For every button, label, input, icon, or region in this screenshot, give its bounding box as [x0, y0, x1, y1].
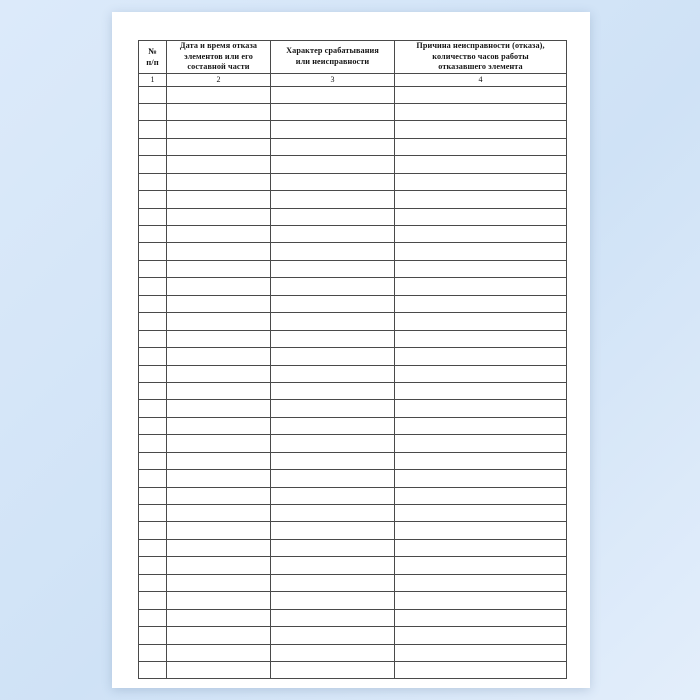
table-cell[interactable] [395, 278, 567, 295]
table-cell[interactable] [139, 295, 167, 312]
table-cell[interactable] [271, 348, 395, 365]
table-row[interactable] [139, 138, 567, 155]
table-cell[interactable] [271, 226, 395, 243]
table-cell[interactable] [139, 226, 167, 243]
header-line: отказавшего элемента [438, 62, 523, 71]
table-cell[interactable] [271, 103, 395, 120]
table-cell[interactable] [139, 138, 167, 155]
table-cell[interactable] [271, 592, 395, 609]
column-number-row [139, 73, 567, 86]
table-row[interactable] [139, 103, 567, 120]
table-cell[interactable] [167, 470, 271, 487]
table-row[interactable] [139, 470, 567, 487]
table-cell[interactable] [167, 295, 271, 312]
table-cell[interactable] [395, 138, 567, 155]
table-cell[interactable] [167, 121, 271, 138]
table-cell[interactable] [271, 470, 395, 487]
table-cell[interactable] [139, 400, 167, 417]
table-cell[interactable] [167, 400, 271, 417]
table-cell[interactable] [139, 330, 167, 347]
table-cell[interactable] [167, 278, 271, 295]
table-cell[interactable] [139, 382, 167, 399]
header-line: п/п [146, 56, 159, 67]
table-cell[interactable] [271, 539, 395, 556]
table-cell[interactable] [271, 86, 395, 103]
table-cell[interactable] [395, 522, 567, 539]
column-number-cell: 4 [395, 73, 567, 86]
table-row[interactable] [139, 417, 567, 434]
column-number-cell: 3 [271, 73, 395, 86]
table-cell[interactable] [167, 243, 271, 260]
table-cell[interactable] [271, 138, 395, 155]
table-row[interactable] [139, 661, 567, 678]
table-row[interactable] [139, 522, 567, 539]
table-cell[interactable] [167, 86, 271, 103]
journal-table-wrapper [138, 40, 566, 679]
header-line: Дата и время отказа [179, 41, 258, 50]
table-cell[interactable] [271, 400, 395, 417]
table-cell[interactable] [139, 365, 167, 382]
table-cell[interactable] [139, 435, 167, 452]
header-line: Характер срабатывания [286, 46, 379, 56]
table-cell[interactable] [271, 191, 395, 208]
table-cell[interactable] [167, 382, 271, 399]
table-cell[interactable] [395, 470, 567, 487]
table-cell[interactable] [271, 644, 395, 661]
table-row[interactable] [139, 121, 567, 138]
table-row[interactable] [139, 365, 567, 382]
table-cell[interactable] [395, 557, 567, 574]
table-cell[interactable] [167, 487, 271, 504]
table-row[interactable] [139, 208, 567, 225]
document-page [112, 12, 590, 688]
table-cell[interactable] [271, 627, 395, 644]
table-cell[interactable] [271, 661, 395, 678]
table-cell[interactable] [395, 226, 567, 243]
table-row[interactable] [139, 557, 567, 574]
table-cell[interactable] [139, 191, 167, 208]
table-cell[interactable] [395, 627, 567, 644]
table-cell[interactable] [139, 173, 167, 190]
table-row[interactable] [139, 574, 567, 591]
table-row[interactable] [139, 539, 567, 556]
column-number-cell: 1 [139, 73, 167, 86]
table-row[interactable] [139, 226, 567, 243]
table-cell[interactable] [167, 592, 271, 609]
table-cell[interactable] [395, 574, 567, 591]
table-row[interactable] [139, 487, 567, 504]
column-number-cell: 2 [167, 73, 271, 86]
table-cell[interactable] [271, 278, 395, 295]
table-cell[interactable] [139, 661, 167, 678]
table-cell[interactable] [139, 156, 167, 173]
table-cell[interactable] [271, 574, 395, 591]
table-cell[interactable] [395, 592, 567, 609]
table-cell[interactable] [271, 452, 395, 469]
table-cell[interactable] [139, 487, 167, 504]
table-cell[interactable] [395, 487, 567, 504]
table-cell[interactable] [167, 452, 271, 469]
table-cell[interactable] [167, 574, 271, 591]
table-cell[interactable] [395, 173, 567, 190]
table-cell[interactable] [271, 313, 395, 330]
table-cell[interactable] [167, 365, 271, 382]
table-cell[interactable] [167, 260, 271, 277]
table-row[interactable] [139, 86, 567, 103]
table-cell[interactable] [139, 470, 167, 487]
table-cell[interactable] [167, 226, 271, 243]
table-cell[interactable] [167, 505, 271, 522]
table-cell[interactable] [395, 400, 567, 417]
table-cell[interactable] [167, 348, 271, 365]
header-line: количество часов работы [432, 51, 529, 61]
table-cell[interactable] [139, 592, 167, 609]
table-row[interactable] [139, 382, 567, 399]
table-row[interactable] [139, 505, 567, 522]
table-row[interactable] [139, 452, 567, 469]
table-cell[interactable] [167, 435, 271, 452]
table-cell[interactable] [139, 278, 167, 295]
table-cell[interactable] [139, 557, 167, 574]
table-row[interactable] [139, 173, 567, 190]
table-cell[interactable] [271, 260, 395, 277]
table-cell[interactable] [271, 243, 395, 260]
table-cell[interactable] [395, 505, 567, 522]
table-cell[interactable] [395, 644, 567, 661]
table-cell[interactable] [395, 609, 567, 626]
table-cell[interactable] [395, 103, 567, 120]
table-cell[interactable] [139, 121, 167, 138]
table-cell[interactable] [139, 243, 167, 260]
table-row[interactable] [139, 243, 567, 260]
table-cell[interactable] [271, 295, 395, 312]
table-cell[interactable] [167, 539, 271, 556]
header-line: Причина неисправности (отказа), [416, 41, 545, 50]
table-row[interactable] [139, 644, 567, 661]
column-header-number [139, 41, 167, 74]
table-cell[interactable] [167, 609, 271, 626]
table-cell[interactable] [139, 417, 167, 434]
table-cell[interactable] [271, 208, 395, 225]
table-cell[interactable] [395, 156, 567, 173]
table-cell[interactable] [139, 574, 167, 591]
table-cell[interactable] [139, 522, 167, 539]
table-cell[interactable] [139, 505, 167, 522]
table-cell[interactable] [139, 644, 167, 661]
table-row[interactable] [139, 313, 567, 330]
table-cell[interactable] [395, 435, 567, 452]
table-cell[interactable] [395, 313, 567, 330]
table-cell[interactable] [395, 539, 567, 556]
table-cell[interactable] [271, 156, 395, 173]
table-cell[interactable] [167, 138, 271, 155]
table-cell[interactable] [271, 557, 395, 574]
table-header [139, 41, 567, 87]
table-cell[interactable] [139, 539, 167, 556]
table-cell[interactable] [271, 382, 395, 399]
table-cell[interactable] [139, 627, 167, 644]
table-cell[interactable] [395, 295, 567, 312]
table-row[interactable] [139, 627, 567, 644]
column-header-date-time [167, 41, 271, 74]
table-cell[interactable] [271, 609, 395, 626]
table-cell[interactable] [167, 191, 271, 208]
table-row[interactable] [139, 156, 567, 173]
header-line: составной части [187, 62, 250, 71]
table-row[interactable] [139, 330, 567, 347]
table-cell[interactable] [167, 644, 271, 661]
table-cell[interactable] [139, 208, 167, 225]
table-cell[interactable] [395, 661, 567, 678]
table-cell[interactable] [167, 103, 271, 120]
table-cell[interactable] [395, 382, 567, 399]
table-cell[interactable] [271, 173, 395, 190]
table-cell[interactable] [139, 609, 167, 626]
table-cell[interactable] [395, 243, 567, 260]
table-cell[interactable] [395, 121, 567, 138]
table-row[interactable] [139, 191, 567, 208]
table-cell[interactable] [271, 522, 395, 539]
table-cell[interactable] [395, 191, 567, 208]
table-row[interactable] [139, 435, 567, 452]
table-cell[interactable] [167, 417, 271, 434]
header-line: элементов или его [184, 51, 253, 61]
table-cell[interactable] [271, 121, 395, 138]
table-cell[interactable] [167, 313, 271, 330]
table-cell[interactable] [271, 417, 395, 434]
table-cell[interactable] [271, 330, 395, 347]
table-cell[interactable] [395, 330, 567, 347]
table-cell[interactable] [395, 417, 567, 434]
table-cell[interactable] [167, 522, 271, 539]
table-cell[interactable] [395, 365, 567, 382]
header-line: или неисправности [295, 56, 370, 66]
table-cell[interactable] [395, 452, 567, 469]
table-cell[interactable] [139, 313, 167, 330]
table-row[interactable] [139, 592, 567, 609]
header-row [139, 41, 567, 74]
table-cell[interactable] [167, 330, 271, 347]
table-cell[interactable] [139, 260, 167, 277]
table-row[interactable] [139, 400, 567, 417]
table-cell[interactable] [271, 487, 395, 504]
table-row[interactable] [139, 260, 567, 277]
journal-table [138, 40, 567, 679]
table-cell[interactable] [167, 173, 271, 190]
table-row[interactable] [139, 348, 567, 365]
table-cell[interactable] [271, 435, 395, 452]
table-cell[interactable] [139, 452, 167, 469]
table-cell[interactable] [167, 156, 271, 173]
table-cell[interactable] [271, 365, 395, 382]
table-cell[interactable] [395, 348, 567, 365]
table-body [139, 86, 567, 679]
table-cell[interactable] [271, 505, 395, 522]
header-line: № [148, 45, 157, 56]
column-header-failure-cause [395, 41, 567, 74]
table-cell[interactable] [139, 86, 167, 103]
table-cell[interactable] [395, 86, 567, 103]
table-cell[interactable] [139, 103, 167, 120]
table-cell[interactable] [395, 260, 567, 277]
table-cell[interactable] [139, 348, 167, 365]
table-row[interactable] [139, 609, 567, 626]
table-cell[interactable] [167, 627, 271, 644]
table-row[interactable] [139, 278, 567, 295]
table-cell[interactable] [395, 208, 567, 225]
table-cell[interactable] [167, 208, 271, 225]
table-row[interactable] [139, 295, 567, 312]
column-header-failure-character [271, 41, 395, 74]
table-cell[interactable] [167, 661, 271, 678]
table-cell[interactable] [167, 557, 271, 574]
